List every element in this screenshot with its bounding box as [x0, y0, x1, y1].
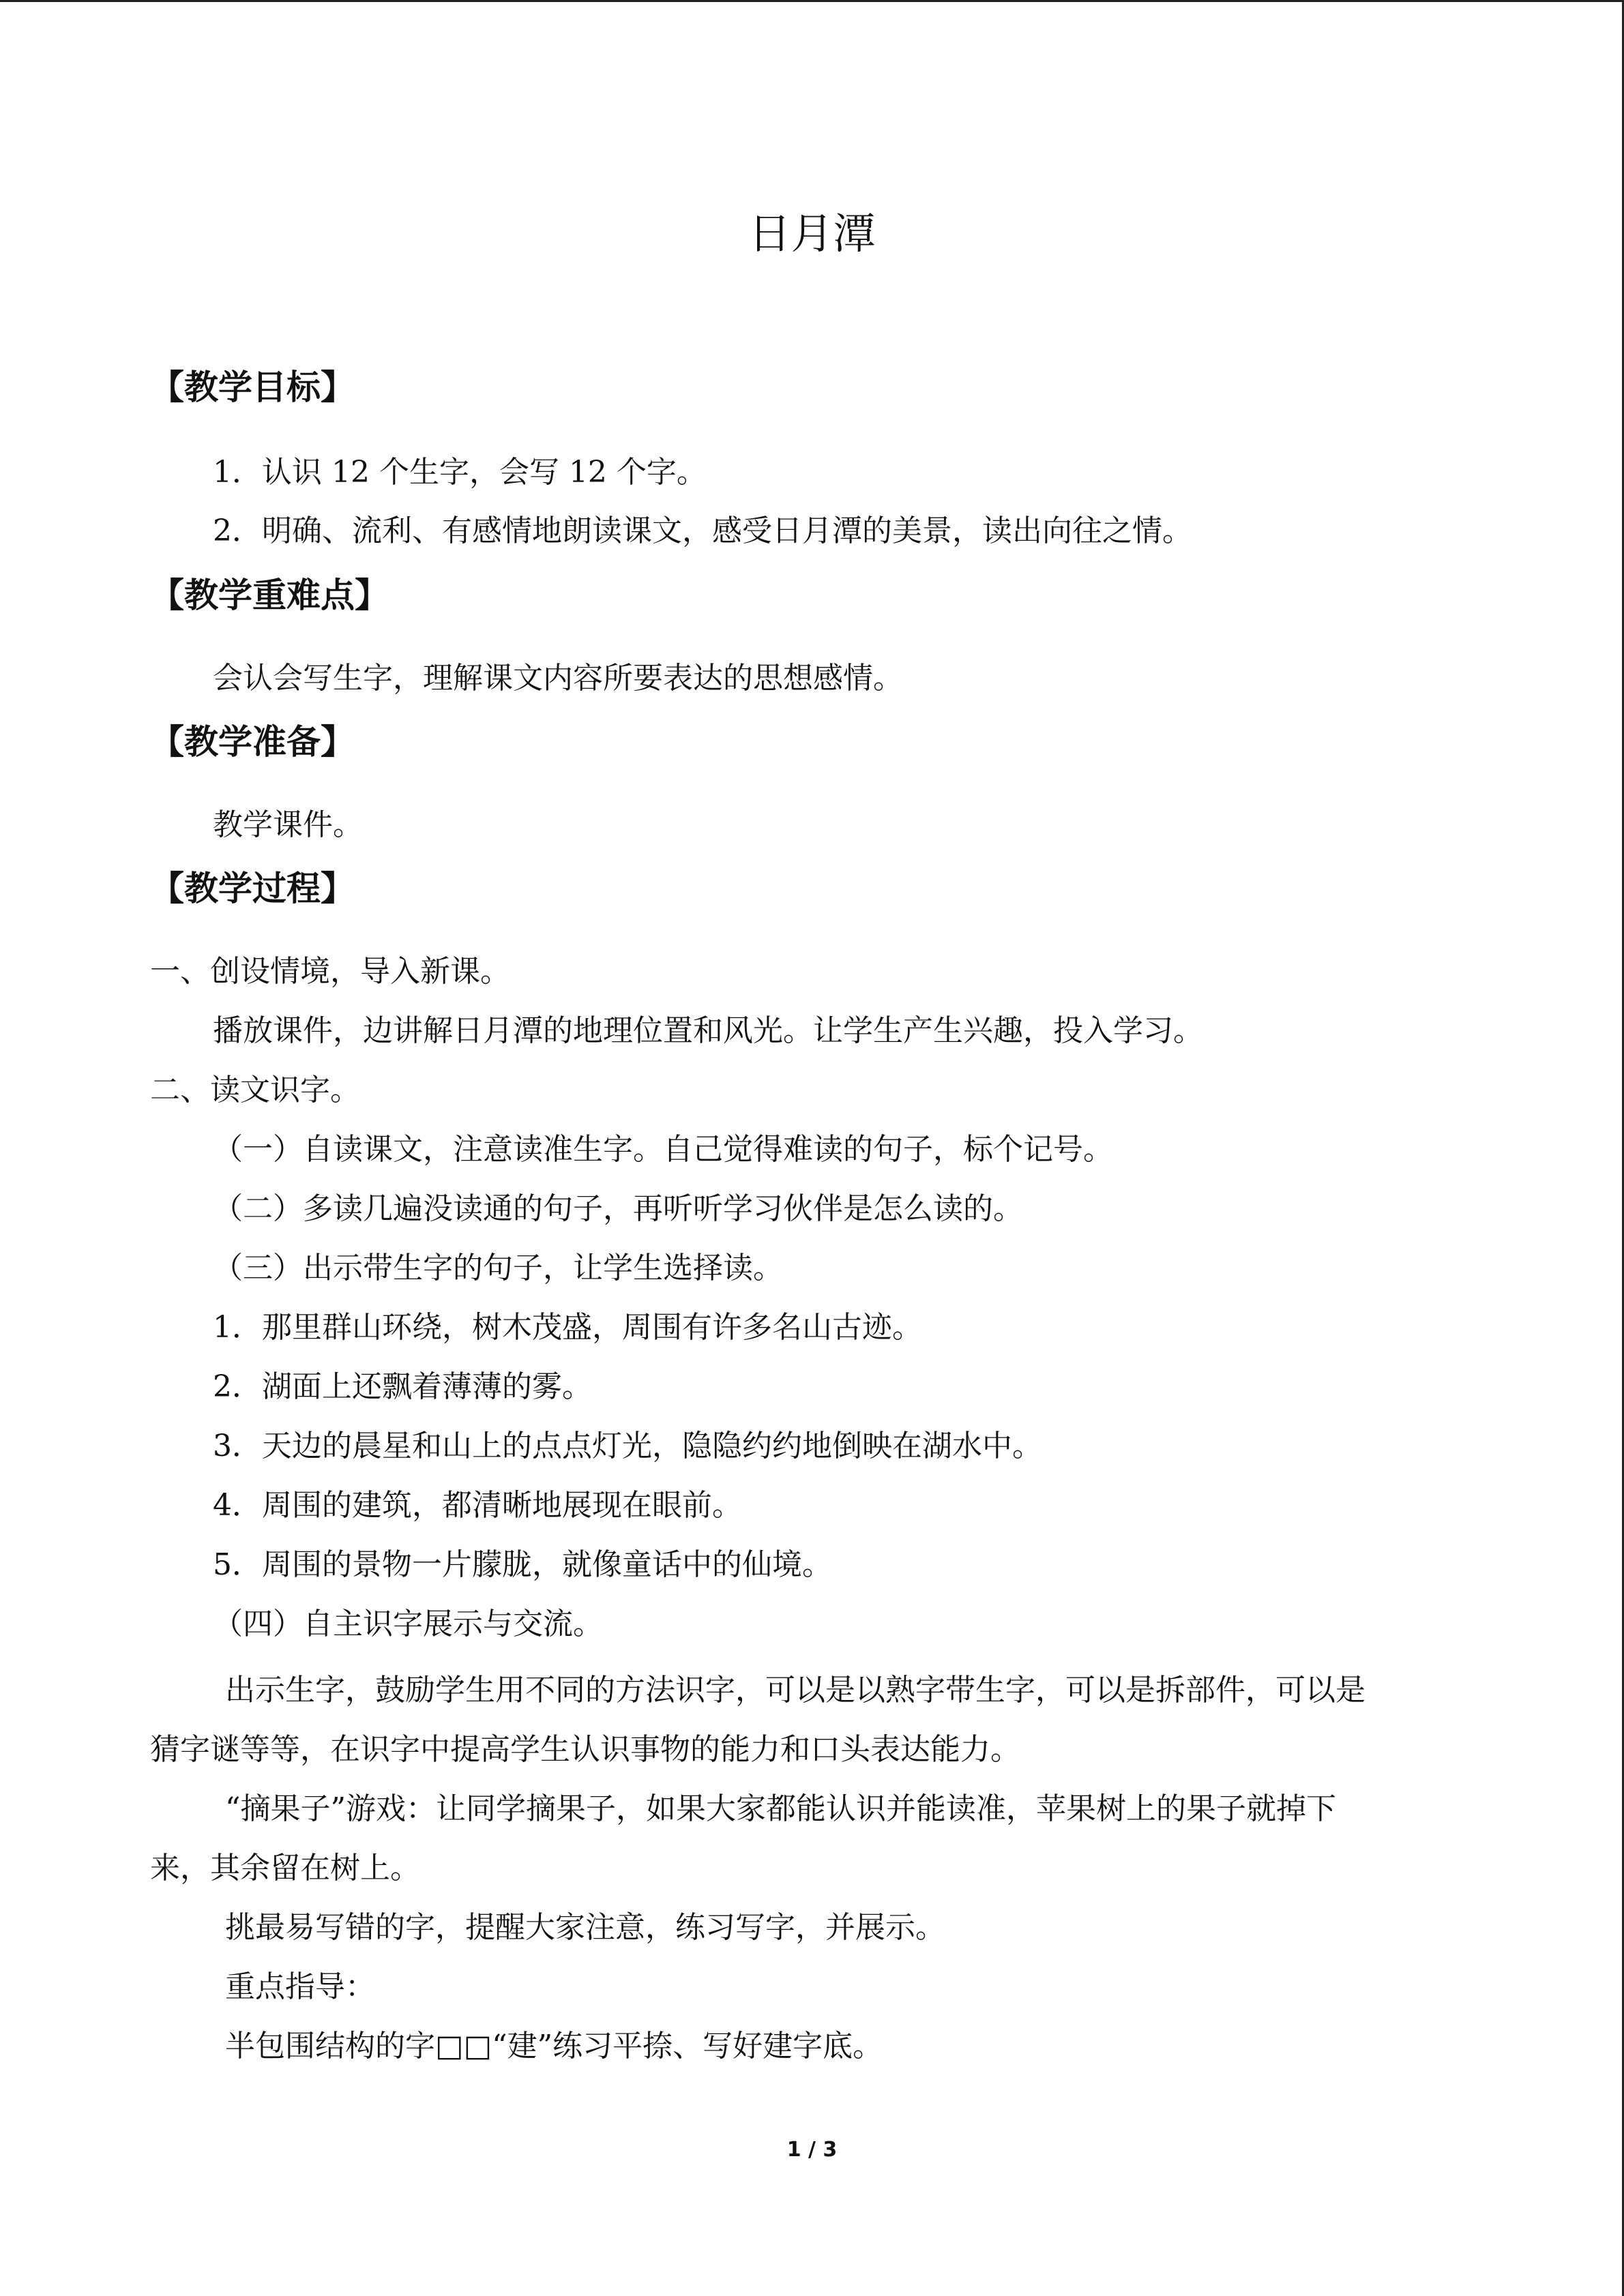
section-heading-preparation: 【教学准备】: [150, 722, 355, 762]
process-sub-1: （一）自读课文，注意读准生字。自己觉得难读的句子，标个记号。: [213, 1132, 1113, 1167]
process-step-1-title: 一、创设情境，导入新课。: [150, 954, 510, 989]
paragraph-2-line-2: 来，其余留在树上。: [150, 1851, 420, 1885]
paragraph-4: 重点指导：: [225, 1969, 375, 2004]
paragraph-2-line-1: “摘果子”游戏：让同学摘果子，如果大家都能认识并能读准，苹果树上的果子就掉下: [225, 1791, 1336, 1826]
sentence-item-1: 1．那里群山环绕，树木茂盛，周围有许多名山古迹。: [213, 1310, 922, 1345]
paragraph-1-line-2: 猜字谜等等，在识字中提高学生认识事物的能力和口头表达能力。: [150, 1732, 1020, 1767]
process-sub-3: （三）出示带生字的句子，让学生选择读。: [213, 1251, 783, 1285]
process-step-1-text: 播放课件，边讲解日月潭的地理位置和风光。让学生产生兴趣，投入学习。: [213, 1013, 1203, 1048]
process-sub-4: （四）自主识字展示与交流。: [213, 1607, 603, 1641]
section-heading-objectives: 【教学目标】: [150, 368, 355, 407]
process-sub-2: （二）多读几遍没读通的句子，再听听学习伙伴是怎么读的。: [213, 1191, 1023, 1226]
paragraph-3: 挑最易写错的字，提醒大家注意，练习写字，并展示。: [225, 1910, 945, 1945]
document-title: 日月潭: [748, 209, 876, 258]
objective-item-1: 1．认识 12 个生字，会写 12 个字。: [213, 455, 707, 490]
paragraph-5: 半包围结构的字□□“建”练习平捺、写好建字底。: [225, 2029, 883, 2063]
sentence-item-2: 2．湖面上还飘着薄薄的雾。: [213, 1369, 592, 1404]
key-points-text: 会认会写生字，理解课文内容所要表达的思想感情。: [213, 661, 903, 696]
paragraph-1-line-1: 出示生字，鼓励学生用不同的方法识字，可以是以熟字带生字，可以是拆部件，可以是: [225, 1673, 1365, 1708]
sentence-item-4: 4．周围的建筑，都清晰地展现在眼前。: [213, 1488, 742, 1523]
sentence-item-5: 5．周围的景物一片朦胧，就像童话中的仙境。: [213, 1547, 832, 1582]
preparation-text: 教学课件。: [213, 807, 363, 842]
process-step-2-title: 二、读文识字。: [150, 1073, 360, 1107]
page-number: 1 / 3: [786, 2138, 838, 2162]
objective-item-2: 2．明确、流利、有感情地朗读课文，感受日月潭的美景，读出向往之情。: [213, 513, 1192, 548]
section-heading-process: 【教学过程】: [150, 869, 355, 908]
sentence-item-3: 3．天边的晨星和山上的点点灯光，隐隐约约地倒映在湖水中。: [213, 1429, 1042, 1463]
section-heading-key-points: 【教学重难点】: [150, 576, 389, 615]
